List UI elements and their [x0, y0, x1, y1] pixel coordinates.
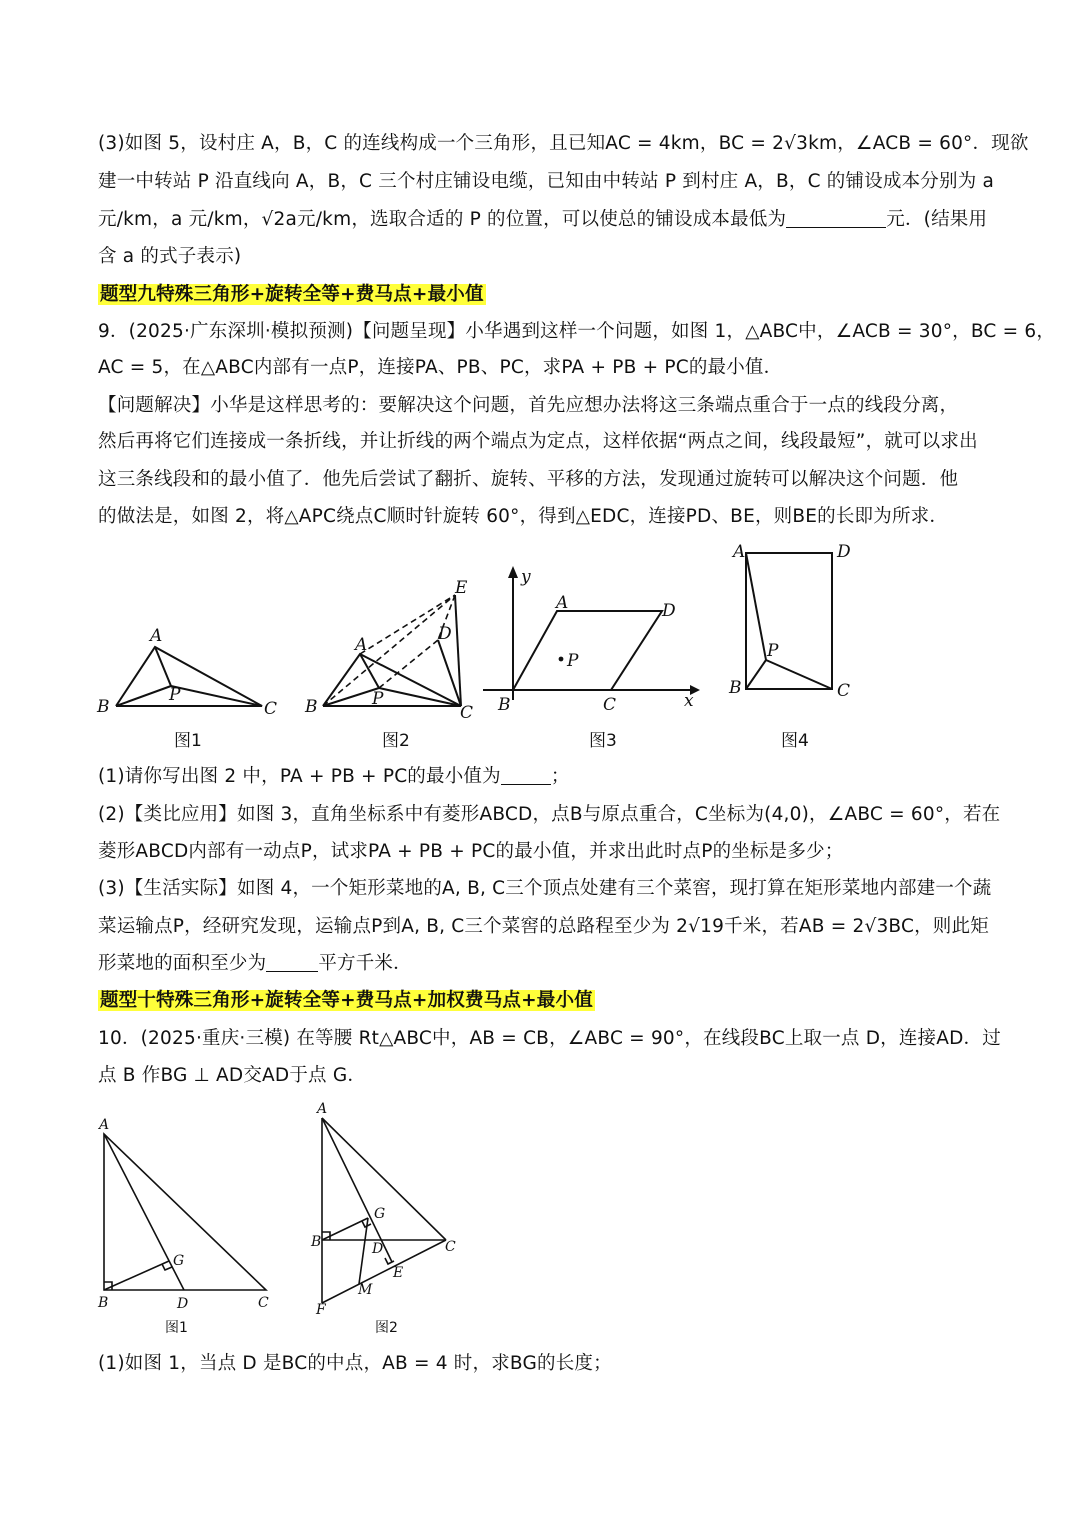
fig4-caption: 图4: [781, 731, 809, 751]
fig1-label-c: C: [264, 699, 278, 719]
section-10-heading: [98, 989, 595, 1013]
fig2-triangle: [323, 595, 461, 706]
fig1-triangle: [116, 647, 262, 706]
p10-fig2-label-c: C: [445, 1239, 456, 1255]
problem-8-part3-line3-b: 元．(结果用: [886, 209, 988, 230]
problem-10-line2: 点 B 作BG ⊥ AD交AD于点 G．: [98, 1065, 367, 1086]
fig4-label-c: C: [837, 681, 851, 701]
p10-fig2-label-b: B: [311, 1234, 322, 1250]
fig3-label-y: y: [521, 567, 531, 587]
answer-blank: [266, 953, 318, 972]
fig3-label-p: P: [567, 651, 579, 671]
p10-fig2-label-a: A: [317, 1101, 328, 1117]
fig3-rhombus: [483, 576, 690, 700]
fig4-rectangle: [746, 553, 832, 689]
fig1-label-p: P: [169, 685, 181, 705]
problem-8-part3-line1: (3)如图 5，设村庄 A，B，C 的连线构成一个三角形，且已知AC = 4km，BC = 2√3km，∠ACB = 60°．现欲: [98, 133, 1029, 154]
problem-9-q3-line1: (3)【生活实际】如图 4，一个矩形菜地的A, B, C三个顶点处建有三个菜窖，现打算在矩形菜地内部建一个蔬: [98, 878, 992, 899]
p10-fig2-label-d: D: [372, 1241, 384, 1257]
fig1-caption: 图1: [174, 731, 202, 751]
fig3-label-d: D: [662, 601, 676, 621]
p10-fig2-label-e: E: [393, 1265, 404, 1281]
p10-fig2-label-m: M: [358, 1282, 373, 1298]
problem-9-q1-b: ；: [550, 766, 570, 787]
p10-fig2-caption: 图2: [375, 1320, 398, 1336]
p10-fig1-triangle: [104, 1134, 266, 1290]
fig2-label-c: C: [460, 703, 474, 723]
fig2-caption: 图2: [382, 731, 410, 751]
problem-9-q3-line2: 菜运输点P，经研究发现，运输点P到A, B, C三个菜窖的总路程至少为 2√19千米，若AB = 2√3BC，则此矩: [98, 916, 989, 937]
problem-8-part3-line3-a: 元/km，a 元/km，√2a元/km，选取合适的 P 的位置，可以使总的铺设成本最低为: [98, 209, 787, 230]
problem-9-line3: 【问题解决】小华是这样思考的：要解决这个问题，首先应想办法将这三条端点重合于一点的线段分离，: [98, 395, 959, 416]
problem-9-q1: [98, 765, 570, 789]
fig3-label-x: x: [684, 691, 694, 711]
fig2-label-b: B: [305, 697, 318, 717]
section-9-heading: [98, 283, 486, 307]
problem-8-part3-line2: 建一中转站 P 沿直线向 A，B，C 三个村庄铺设电缆，已知由中转站 P 到村庄 A，B，C 的铺设成本分别为 a: [98, 171, 995, 192]
problem-8-part3-line3: [98, 208, 987, 232]
p10-fig2-label-f: F: [316, 1302, 326, 1318]
problem-9-line1: 9．(2025·广东深圳·模拟预测)【问题呈现】小华遇到这样一个问题，如图 1，△ABC中，∠ACB = 30°，BC = 6，: [98, 321, 1056, 342]
fig4-label-b: B: [729, 678, 742, 698]
fig2-label-a: A: [355, 635, 368, 655]
p10-fig2-label-g: G: [374, 1206, 386, 1222]
answer-blank: [786, 209, 886, 228]
fig2-label-e: E: [455, 578, 468, 598]
problem-9-q1-a: (1)请你写出图 2 中，PA + PB + PC的最小值为: [98, 766, 501, 787]
problem-9-line4: 然后再将它们连接成一条折线，并让折线的两个端点为定点，这样依据“两点之间，线段最短”，就可以求出: [98, 431, 978, 452]
p10-fig1-caption: 图1: [165, 1320, 188, 1336]
problem-9-q2-line1: (2)【类比应用】如图 3，直角坐标系中有菱形ABCD，点B与原点重合，C坐标为(4,0)，∠ABC = 60°，若在: [98, 804, 1001, 825]
answer-blank: [501, 766, 551, 785]
fig4-label-p: P: [767, 641, 779, 661]
section-10-heading-text: 题型十特殊三角形+旋转全等+费马点+加权费马点+最小值: [100, 990, 593, 1011]
fig2-label-d: D: [438, 624, 452, 644]
y-axis-arrow: [508, 566, 518, 578]
problem-9-q2-line2: 菱形ABCD内部有一动点P，试求PA + PB + PC的最小值，并求出此时点P的坐标是多少；: [98, 841, 844, 862]
problem-9-q3-line3: [98, 952, 412, 976]
p10-fig1-label-g: G: [173, 1253, 185, 1269]
problem-9-line6: 的做法是，如图 2，将△APC绕点C顺时针旋转 60°，得到△EDC，连接PD、BE，则BE的长即为所求．: [98, 506, 949, 527]
section-9-heading-text: 题型九特殊三角形+旋转全等+费马点+最小值: [100, 284, 484, 305]
fig3-label-c: C: [603, 695, 617, 715]
problem-10-line1: 10．(2025·重庆·三模) 在等腰 Rt△ABC中，AB = CB，∠ABC = 90°，在线段BC上取一点 D，连接AD．过: [98, 1028, 1001, 1049]
problem-9-q3-line3-b: 平方千米．: [318, 953, 412, 974]
p10-fig1-label-c: C: [258, 1295, 269, 1311]
p10-fig1-label-d: D: [177, 1296, 189, 1312]
p10-fig1-label-b: B: [98, 1295, 109, 1311]
problem-8-part3-line4: 含 a 的式子表示): [98, 246, 242, 267]
problem-9-line2: AC = 5，在△ABC内部有一点P，连接PA、PB、PC，求PA + PB + PC的最小值．: [98, 357, 783, 378]
fig3-label-a: A: [556, 593, 569, 613]
fig3-label-b: B: [498, 695, 511, 715]
problem-10-q1: (1)如图 1，当点 D 是BC的中点，AB = 4 时，求BG的长度；: [98, 1353, 612, 1374]
fig3-caption: 图3: [589, 731, 617, 751]
fig4-label-a: A: [733, 542, 746, 562]
p10-fig1-label-a: A: [99, 1117, 110, 1133]
problem-9-figures: [0, 530, 1080, 760]
fig1-label-b: B: [97, 697, 110, 717]
fig4-label-d: D: [837, 542, 851, 562]
problem-9-q3-line3-a: 形菜地的面积至少为: [98, 953, 267, 974]
fig2-label-p: P: [372, 689, 384, 709]
point-p-dot: [559, 657, 564, 662]
problem-10-figures: [0, 1095, 1080, 1345]
problem-9-line5: 这三条线段和的最小值了．他先后尝试了翻折、旋转、平移的方法，发现通过旋转可以解决这个问题．他: [98, 469, 959, 490]
fig1-label-a: A: [150, 626, 163, 646]
